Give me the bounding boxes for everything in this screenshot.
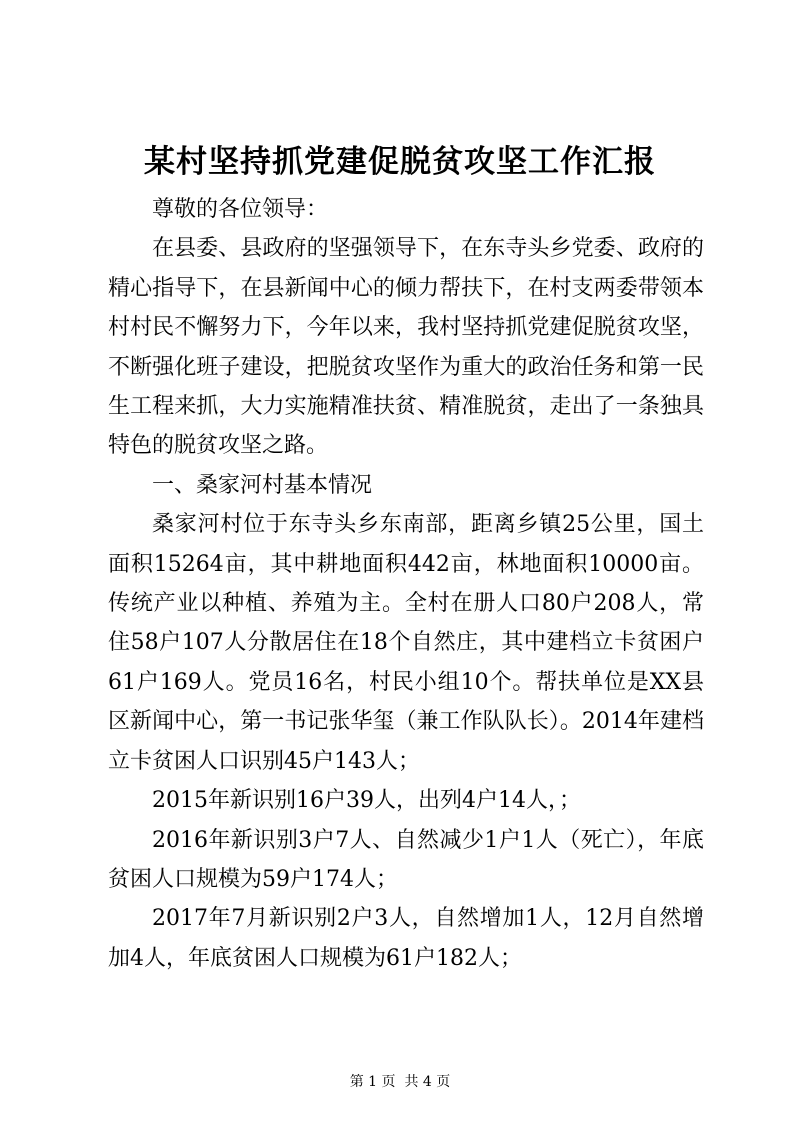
document-title: 某村坚持抓党建促脱贫攻坚工作汇报 <box>144 144 656 180</box>
page-footer <box>0 1072 800 1092</box>
year-2016-paragraph: 2016年新识别3户7人、自然减少1户1人（死亡），年底贫困人口规模为59户174人； <box>108 827 704 892</box>
page-number: 第 1 页 共 4 页 <box>349 1074 451 1090</box>
salutation-paragraph: 尊敬的各位领导： <box>152 197 329 222</box>
year-2017-paragraph: 2017年7月新识别2户3人，自然增加1人，12月自然增加4人，年底贫困人口规模为61户182人； <box>108 906 704 971</box>
year-2015-paragraph: 2015年新识别16户39人，出列4户14人，； <box>152 788 581 814</box>
intro-paragraph: 在县委、县政府的坚强领导下，在东寺头乡党委、政府的精心指导下，在县新闻中心的倾力帮扶下，在村支两委带领本村村民不懈努力下，今年以来，我村坚持抓党建促脱贫攻坚，不断强化班子建设，把脱贫攻坚作为重大的政治任务和第一民生工程来抓，大力实施精准扶贫、精准脱贫，走出了一条独具特色的脱贫攻坚之路。 <box>108 236 704 459</box>
village-overview-paragraph: 桑家河村位于东寺头乡东南部，距离乡镇25公里，国土面积15264亩，其中耕地面积442亩，林地面积10000亩。传统产业以种植、养殖为主。全村在册人口80户208人，常住58户107人分散居住在18个自然庄，其中建档立卡贫困户61户169人。党员16名，村民小组10个。帮扶单位是XX县区新闻中心，第一书记张华玺（兼工作队队长）。2014年建档立卡贫困人口识别45户143人； <box>108 512 704 774</box>
section-heading: 一、桑家河村基本情况 <box>152 472 373 498</box>
document-body <box>108 190 704 978</box>
